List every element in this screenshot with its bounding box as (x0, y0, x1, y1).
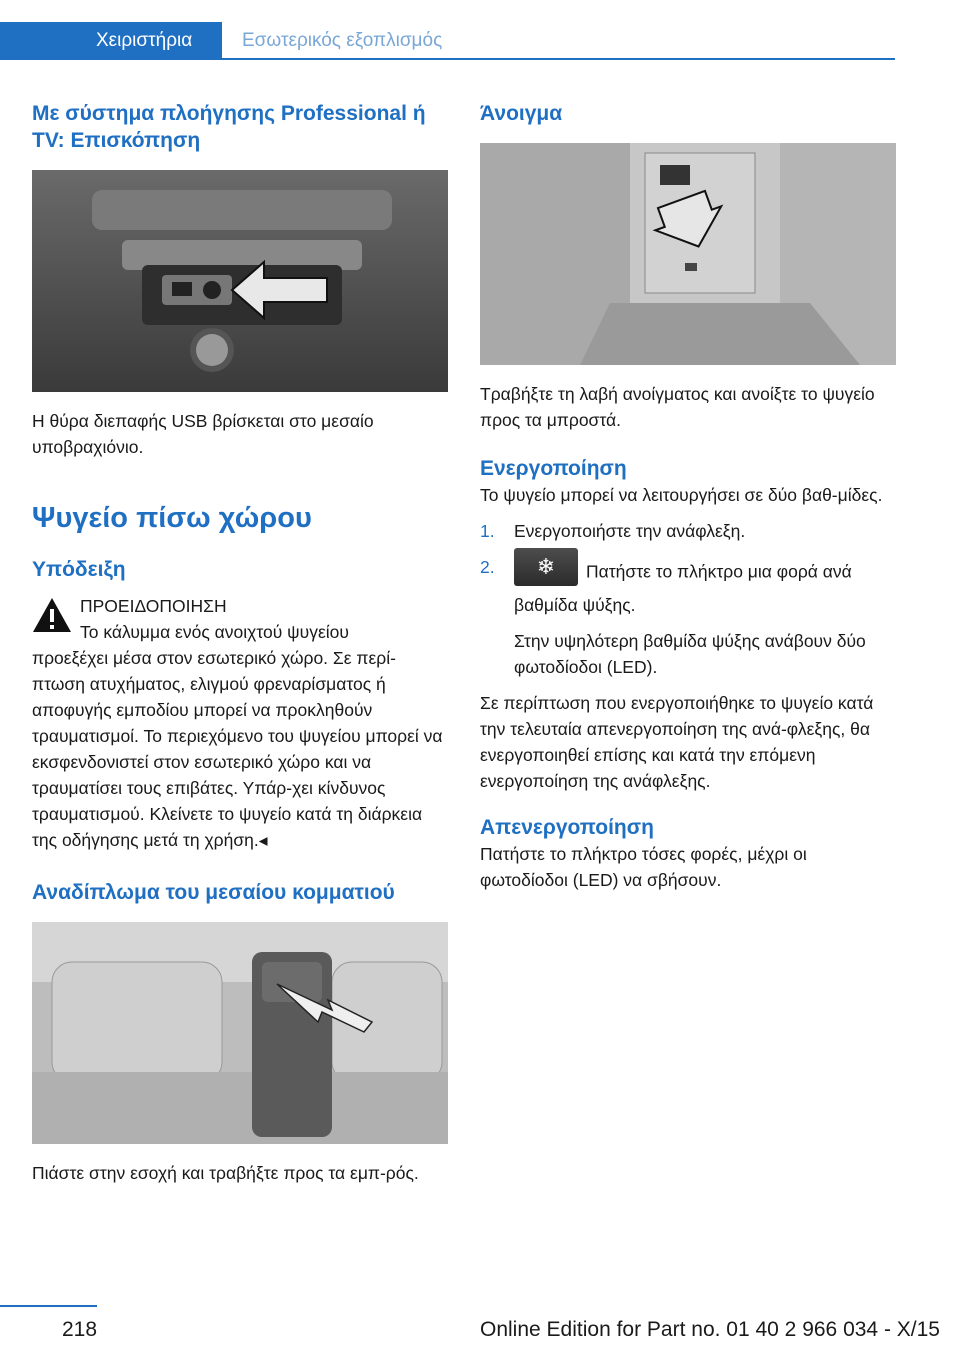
warning-first-line: Το κάλυμμα ενός ανοιχτού ψυγείου (80, 622, 349, 642)
left-column (32, 100, 448, 1186)
warning-text: προεξέχει μέσα στον εσωτερικό χώρο. Σε περί-πτωση ατυχήματος, ελιγμού φρεναρίσματος ή αποφυγής εμποδίου μπορεί να προκληθούν τραυματισμοί. Το περιεχόμενο του ψυγείου μπορεί να εκσφενδονιστεί στον εσωτερικό χώρο και να τραυματίσει τους επιβάτες. Υπάρ-χει κίνδυνος τραυματισμού. Κλείνετε το ψυγείο κατά τη διάρκεια της οδήγησης μετά τη χρήση.◂ (32, 648, 443, 850)
usb-heading: Με σύστημα πλοήγησης Professional ή TV: Επισκόπηση (32, 102, 426, 152)
step-text: Ενεργοποιήστε την ανάφλεξη. (514, 521, 746, 541)
warning-triangle-icon (32, 597, 72, 633)
step-2 (480, 554, 896, 680)
activate-heading: Ενεργοποίηση (480, 457, 627, 480)
fridge-heading: Ψυγείο πίσω χώρου (32, 502, 312, 534)
header-rule (222, 58, 895, 60)
open-heading: Άνοιγμα (480, 102, 563, 125)
step-number: 2. (480, 557, 495, 577)
chapter-tab[interactable]: Χειριστήρια (0, 22, 222, 60)
fold-heading: Αναδίπλωμα του μεσαίου κομματιού (32, 881, 395, 904)
cooling-button-icon[interactable]: ❄ (514, 548, 578, 586)
page-number: 218 (62, 1318, 98, 1341)
footer-rule (0, 1305, 97, 1307)
open-caption: Τραβήξτε τη λαβή ανοίγματος και ανοίξτε το ψυγείο προς τα μπροστά. (480, 384, 875, 430)
step-text: Πατήστε το πλήκτρο μια φορά ανά βαθμίδα ψύξης. (514, 561, 852, 615)
rear-seat-image (32, 922, 448, 1144)
deactivate-text: Πατήστε το πλήκτρο τόσες φορές, μέχρι οι φωτοδίοδοι (LED) να σβήσουν. (480, 844, 807, 890)
step-number: 1. (480, 521, 495, 541)
restart-text: Σε περίπτωση που ενεργοποιήθηκε το ψυγείο κατά την τελευταία απενεργοποίηση της ανά-φλεξης, θα ενεργοποιηθεί επίσης και κατά την επόμενη ενεργοποίηση της ανάφλεξης. (480, 693, 874, 791)
edition-text: Online Edition for Part no. 01 40 2 966 034 - X/15 (480, 1318, 940, 1341)
section-tab[interactable]: Εσωτερικός εξοπλισμός (242, 30, 443, 51)
right-column (480, 100, 896, 893)
activation-steps (480, 518, 896, 680)
step-2-detail: Στην υψηλότερη βαθμίδα ψύξης ανάβουν δύο φωτοδίοδοι (LED). (514, 631, 866, 677)
warning-block (32, 593, 448, 645)
deactivate-heading: Απενεργοποίηση (480, 816, 654, 839)
usb-port-image (32, 170, 448, 392)
fold-caption: Πιάστε στην εσοχή και τραβήξτε προς τα εμπ-ρός. (32, 1163, 419, 1183)
activate-text: Το ψυγείο μπορεί να λειτουργήσει σε δύο βαθ-μίδες. (480, 485, 883, 505)
step-1 (480, 518, 896, 544)
warning-title: ΠΡΟΕΙΔΟΠΟΙΗΣΗ (80, 596, 227, 616)
usb-caption: Η θύρα διεπαφής USB βρίσκεται στο μεσαίο υποβραχιόνιο. (32, 411, 374, 457)
note-heading: Υπόδειξη (32, 558, 126, 581)
fridge-open-image (480, 143, 896, 365)
page-header (0, 22, 895, 60)
